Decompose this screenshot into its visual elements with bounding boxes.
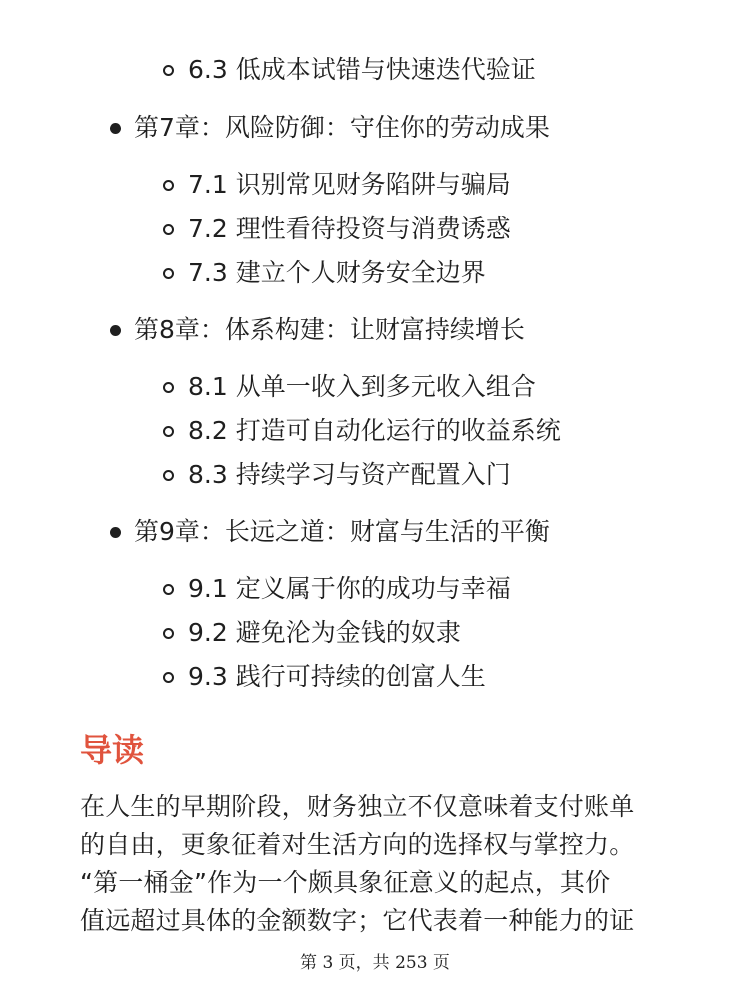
toc-subsection-6-3[interactable]: 6.3 低成本试错与快速迭代验证	[188, 55, 536, 84]
paragraph-line: 值远超过具体的金额数字；它代表着一种能力的证	[80, 906, 635, 935]
hollow-bullet-icon	[163, 426, 174, 437]
hollow-bullet-icon	[163, 224, 174, 235]
toc-subsection-9-3[interactable]: 9.3 践行可持续的创富人生	[188, 662, 486, 691]
toc-subsection-7-3[interactable]: 7.3 建立个人财务安全边界	[188, 258, 486, 287]
hollow-bullet-icon	[163, 382, 174, 393]
toc-subsection-7-1[interactable]: 7.1 识别常见财务陷阱与骗局	[188, 170, 511, 199]
filled-bullet-icon	[110, 123, 121, 134]
hollow-bullet-icon	[163, 584, 174, 595]
toc-chapter-8[interactable]: 第8章：体系构建：让财富持续增长	[134, 315, 525, 344]
toc-subsection-9-2[interactable]: 9.2 避免沦为金钱的奴隶	[188, 618, 461, 647]
toc-subsection-9-1[interactable]: 9.1 定义属于你的成功与幸福	[188, 574, 511, 603]
hollow-bullet-icon	[163, 628, 174, 639]
filled-bullet-icon	[110, 527, 121, 538]
filled-bullet-icon	[110, 325, 121, 336]
toc-chapter-7[interactable]: 第7章：风险防御：守住你的劳动成果	[134, 113, 550, 142]
section-heading: 导读	[80, 731, 145, 769]
toc-subsection-7-2[interactable]: 7.2 理性看待投资与消费诱惑	[188, 214, 511, 243]
page-footer: 第 3 页，共 253 页	[300, 953, 450, 973]
toc-subsection-8-2[interactable]: 8.2 打造可自动化运行的收益系统	[188, 416, 561, 445]
toc-subsection-8-3[interactable]: 8.3 持续学习与资产配置入门	[188, 460, 511, 489]
hollow-bullet-icon	[163, 180, 174, 191]
intro-paragraph	[80, 788, 680, 940]
toc-subsection-8-1[interactable]: 8.1 从单一收入到多元收入组合	[188, 372, 536, 401]
paragraph-line: 在人生的早期阶段，财务独立不仅意味着支付账单	[80, 792, 635, 821]
paragraph-line: “第一桶金”作为一个颇具象征意义的起点，其价	[80, 868, 611, 897]
paragraph-line: 的自由，更象征着对生活方向的选择权与掌控力。	[80, 830, 635, 859]
hollow-bullet-icon	[163, 65, 174, 76]
toc-chapter-9[interactable]: 第9章：长远之道：财富与生活的平衡	[134, 517, 550, 546]
hollow-bullet-icon	[163, 672, 174, 683]
hollow-bullet-icon	[163, 268, 174, 279]
hollow-bullet-icon	[163, 470, 174, 481]
